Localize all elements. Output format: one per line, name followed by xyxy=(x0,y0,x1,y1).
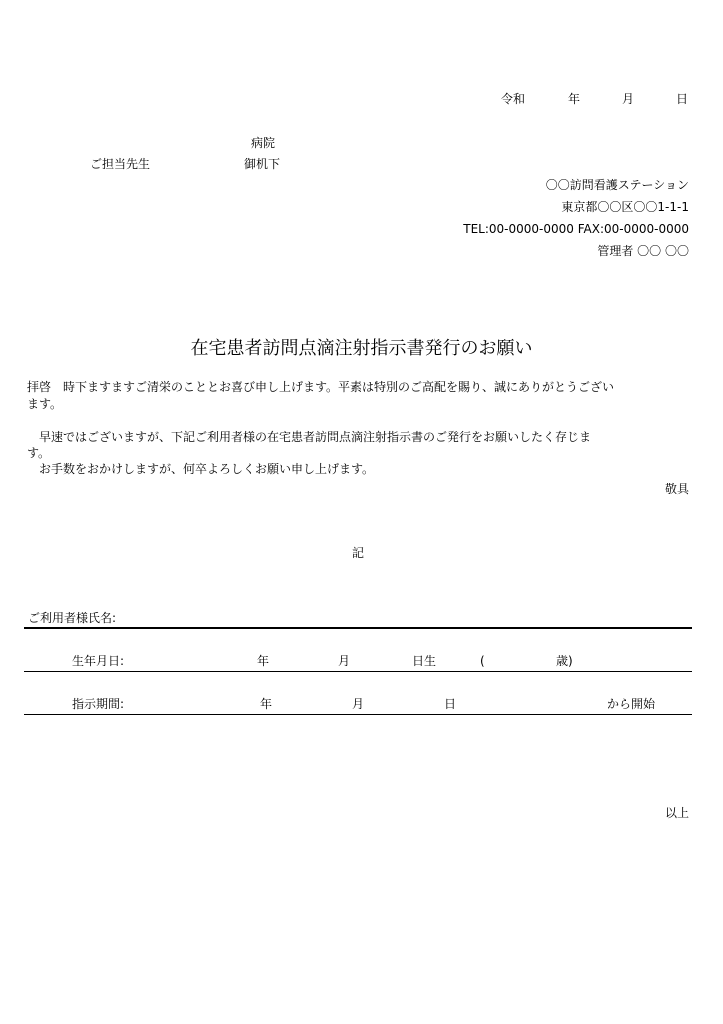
recipient-doctor: ご担当先生 xyxy=(90,157,151,171)
sender-station: 〇〇訪問看護ステーション xyxy=(545,178,689,192)
recipient-hospital: 病院 xyxy=(251,136,276,150)
birth-date-underline xyxy=(24,671,692,672)
birth-day: 日生 xyxy=(412,654,437,668)
sender-contact: TEL:00-0000-0000 FAX:00-0000-0000 xyxy=(463,222,689,236)
body-p1-line1: 拝啓 時下ますますご清栄のこととお喜び申し上げます。平素は特別のご高配を賜り、誠にありがとうござい xyxy=(27,380,615,394)
date-month: 月 xyxy=(622,92,635,106)
closing-keigu: 敬具 xyxy=(664,482,689,496)
birth-date-label: 生年月日: xyxy=(72,654,125,668)
body-p3: お手数をおかけしますが、何卒よろしくお願い申し上げます。 xyxy=(27,462,375,476)
user-name-underline xyxy=(24,627,692,629)
recipient-honorific: 御机下 xyxy=(244,157,281,171)
end-ijou: 以上 xyxy=(664,806,689,820)
birth-year: 年 xyxy=(257,654,270,668)
user-name-label: ご利用者様氏名: xyxy=(28,611,117,625)
record-heading: 記 xyxy=(352,546,365,560)
age-unit: 歳) xyxy=(556,654,573,668)
period-day: 日 xyxy=(444,697,457,711)
period-underline xyxy=(24,714,692,715)
birth-month: 月 xyxy=(338,654,351,668)
period-start: から開始 xyxy=(607,697,656,711)
age-open-paren: ( xyxy=(480,654,485,668)
sender-manager: 管理者 〇〇 〇〇 xyxy=(597,244,689,258)
body-p2-line2: す。 xyxy=(27,446,51,460)
period-month: 月 xyxy=(352,697,365,711)
period-year: 年 xyxy=(260,697,273,711)
date-day: 日 xyxy=(676,92,689,106)
body-p1-line2: ます。 xyxy=(27,397,63,411)
date-era: 令和 xyxy=(501,92,526,106)
body-p2-line1: 早速ではございますが、下記ご利用者様の在宅患者訪問点滴注射指示書のご発行をお願いしたく存じま xyxy=(27,430,592,444)
date-year: 年 xyxy=(568,92,581,106)
document-title: 在宅患者訪問点滴注射指示書発行のお願い xyxy=(190,338,533,359)
period-label: 指示期間: xyxy=(72,697,125,711)
sender-address: 東京都〇〇区〇〇1-1-1 xyxy=(561,200,689,214)
